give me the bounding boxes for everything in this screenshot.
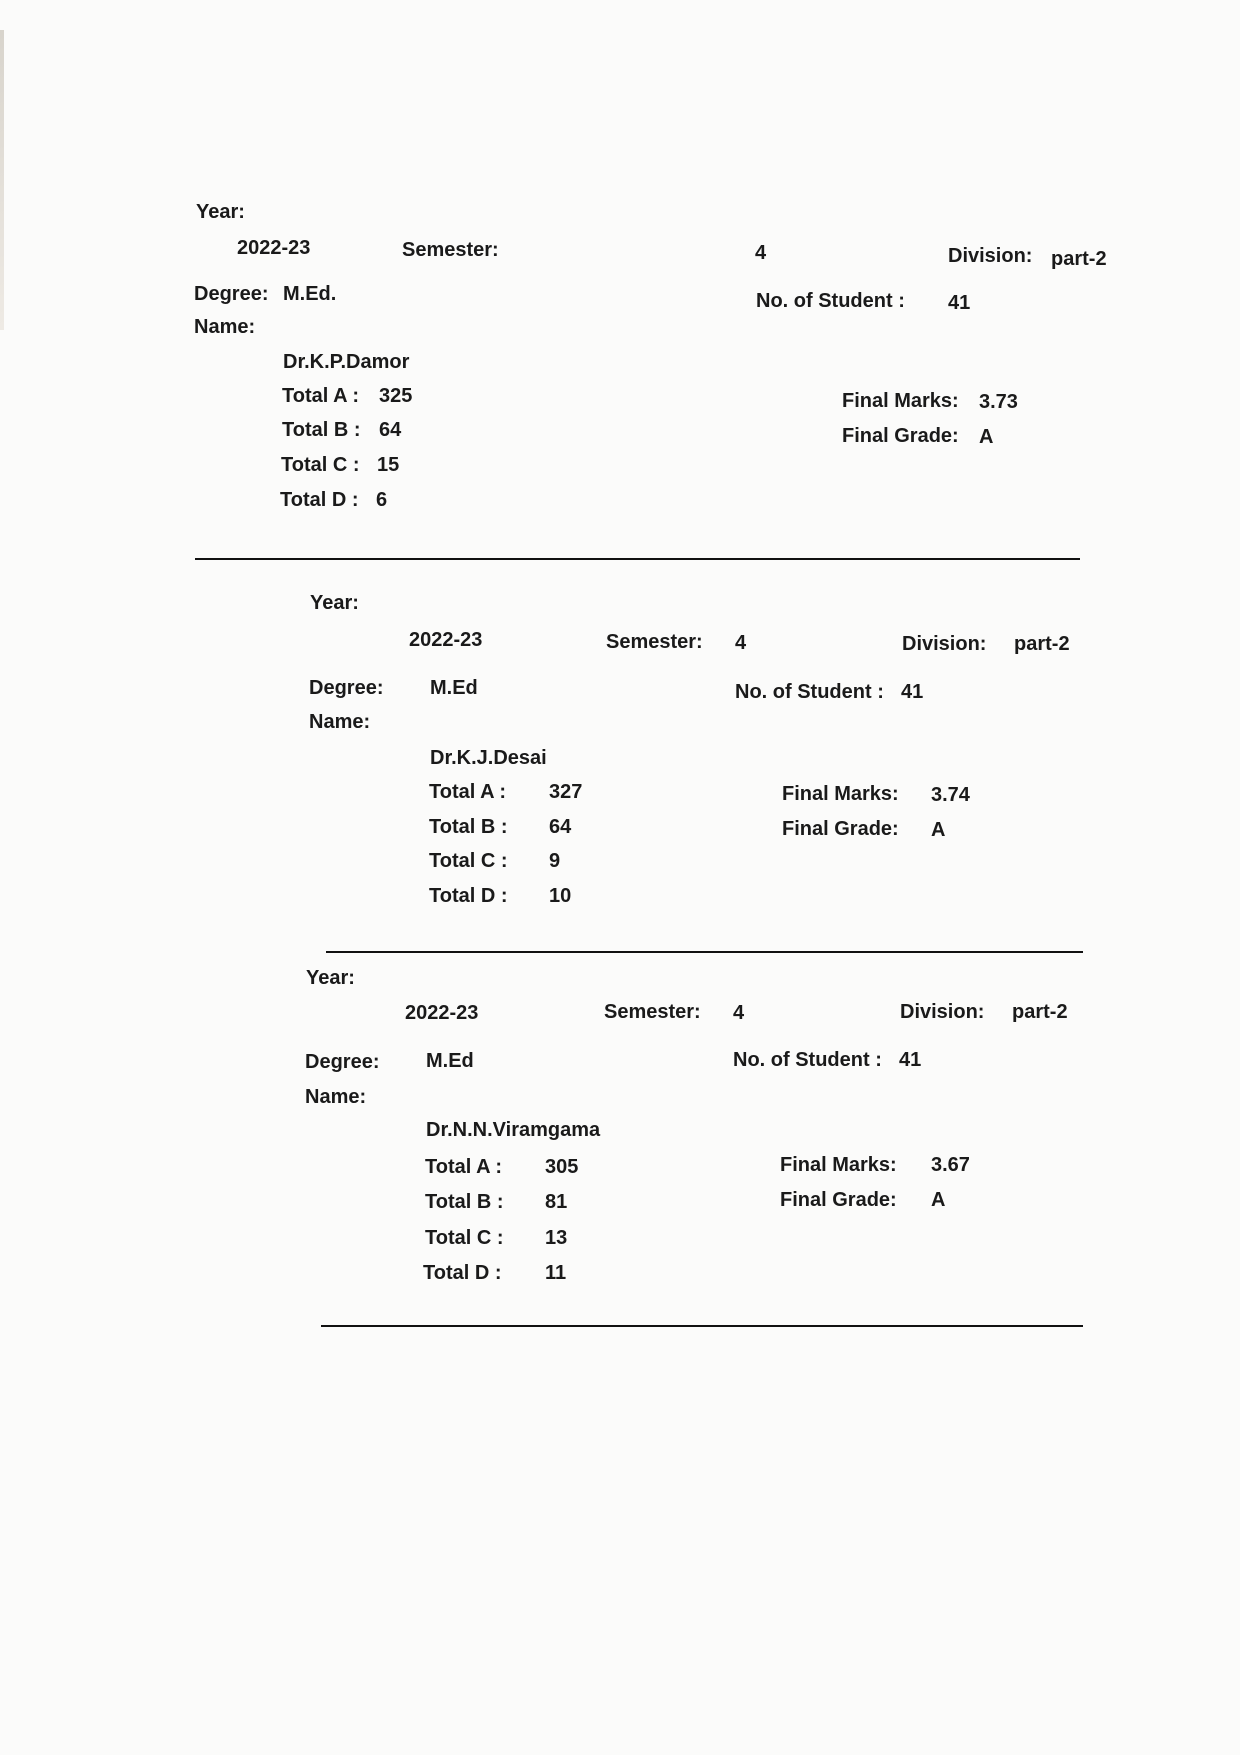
final-grade-label: Final Grade: [842,425,959,447]
division-label: Division: [900,1001,985,1023]
final-marks-value: 3.74 [931,784,970,806]
name-label: Name: [305,1086,367,1108]
final-marks-value: 3.67 [931,1154,970,1176]
year-value: 2022-23 [409,629,483,651]
degree-value: M.Ed [430,677,478,699]
year-value: 2022-23 [405,1002,479,1024]
degree-value: M.Ed. [283,283,337,305]
semester-value: 4 [755,242,767,264]
total-c-value: 15 [377,454,400,476]
year-label: Year: [306,967,355,989]
semester-label: Semester: [402,239,499,261]
no-of-student-label: No. of Student : [733,1049,882,1071]
final-marks-label: Final Marks: [782,783,899,805]
degree-label: Degree: [309,677,384,699]
name-label: Name: [309,711,371,733]
total-d-value: 10 [549,885,572,907]
semester-label: Semester: [606,631,703,653]
total-c-label: Total C : [281,454,360,476]
total-c-label: Total C : [429,850,508,872]
total-b-value: 81 [545,1191,568,1213]
total-c-value: 9 [549,850,561,872]
no-of-student-value: 41 [948,292,971,314]
semester-value: 4 [735,632,747,654]
section-divider [326,951,1083,953]
scan-edge [0,30,4,330]
no-of-student-label: No. of Student : [735,681,884,703]
total-d-label: Total D : [280,489,359,511]
name-label: Name: [194,316,256,338]
final-grade-value: A [931,1189,946,1211]
section-divider [321,1325,1083,1327]
final-grade-label: Final Grade: [780,1189,897,1211]
total-a-value: 325 [379,385,413,407]
total-d-label: Total D : [429,885,508,907]
no-of-student-value: 41 [899,1049,922,1071]
total-a-label: Total A : [429,781,507,803]
total-b-label: Total B : [429,816,508,838]
total-a-value: 305 [545,1156,579,1178]
faculty-name: Dr.N.N.Viramgama [426,1119,601,1141]
division-label: Division: [902,633,987,655]
division-label: Division: [948,245,1033,267]
total-a-label: Total A : [282,385,360,407]
total-b-value: 64 [549,816,572,838]
total-d-value: 11 [545,1262,567,1284]
total-c-label: Total C : [425,1227,504,1249]
final-grade-value: A [931,819,946,841]
degree-value: M.Ed [426,1050,474,1072]
final-marks-value: 3.73 [979,391,1018,413]
total-d-value: 6 [376,489,388,511]
year-label: Year: [310,592,359,614]
total-b-label: Total B : [282,419,361,441]
faculty-name: Dr.K.J.Desai [430,747,547,769]
degree-label: Degree: [194,283,269,305]
final-marks-label: Final Marks: [842,390,959,412]
no-of-student-value: 41 [901,681,924,703]
final-grade-label: Final Grade: [782,818,899,840]
total-d-label: Total D : [423,1262,502,1284]
total-a-label: Total A : [425,1156,503,1178]
division-value: part-2 [1012,1001,1068,1023]
no-of-student-label: No. of Student : [756,290,905,312]
semester-label: Semester: [604,1001,701,1023]
division-value: part-2 [1051,248,1107,270]
semester-value: 4 [733,1002,745,1024]
division-value: part-2 [1014,633,1070,655]
total-a-value: 327 [549,781,583,803]
total-b-value: 64 [379,419,402,441]
total-c-value: 13 [545,1227,568,1249]
final-marks-label: Final Marks: [780,1154,897,1176]
section-divider [195,558,1080,560]
final-grade-value: A [979,426,994,448]
degree-label: Degree: [305,1051,380,1073]
total-b-label: Total B : [425,1191,504,1213]
faculty-name: Dr.K.P.Damor [283,351,410,373]
year-value: 2022-23 [237,237,311,259]
year-label: Year: [196,201,245,223]
